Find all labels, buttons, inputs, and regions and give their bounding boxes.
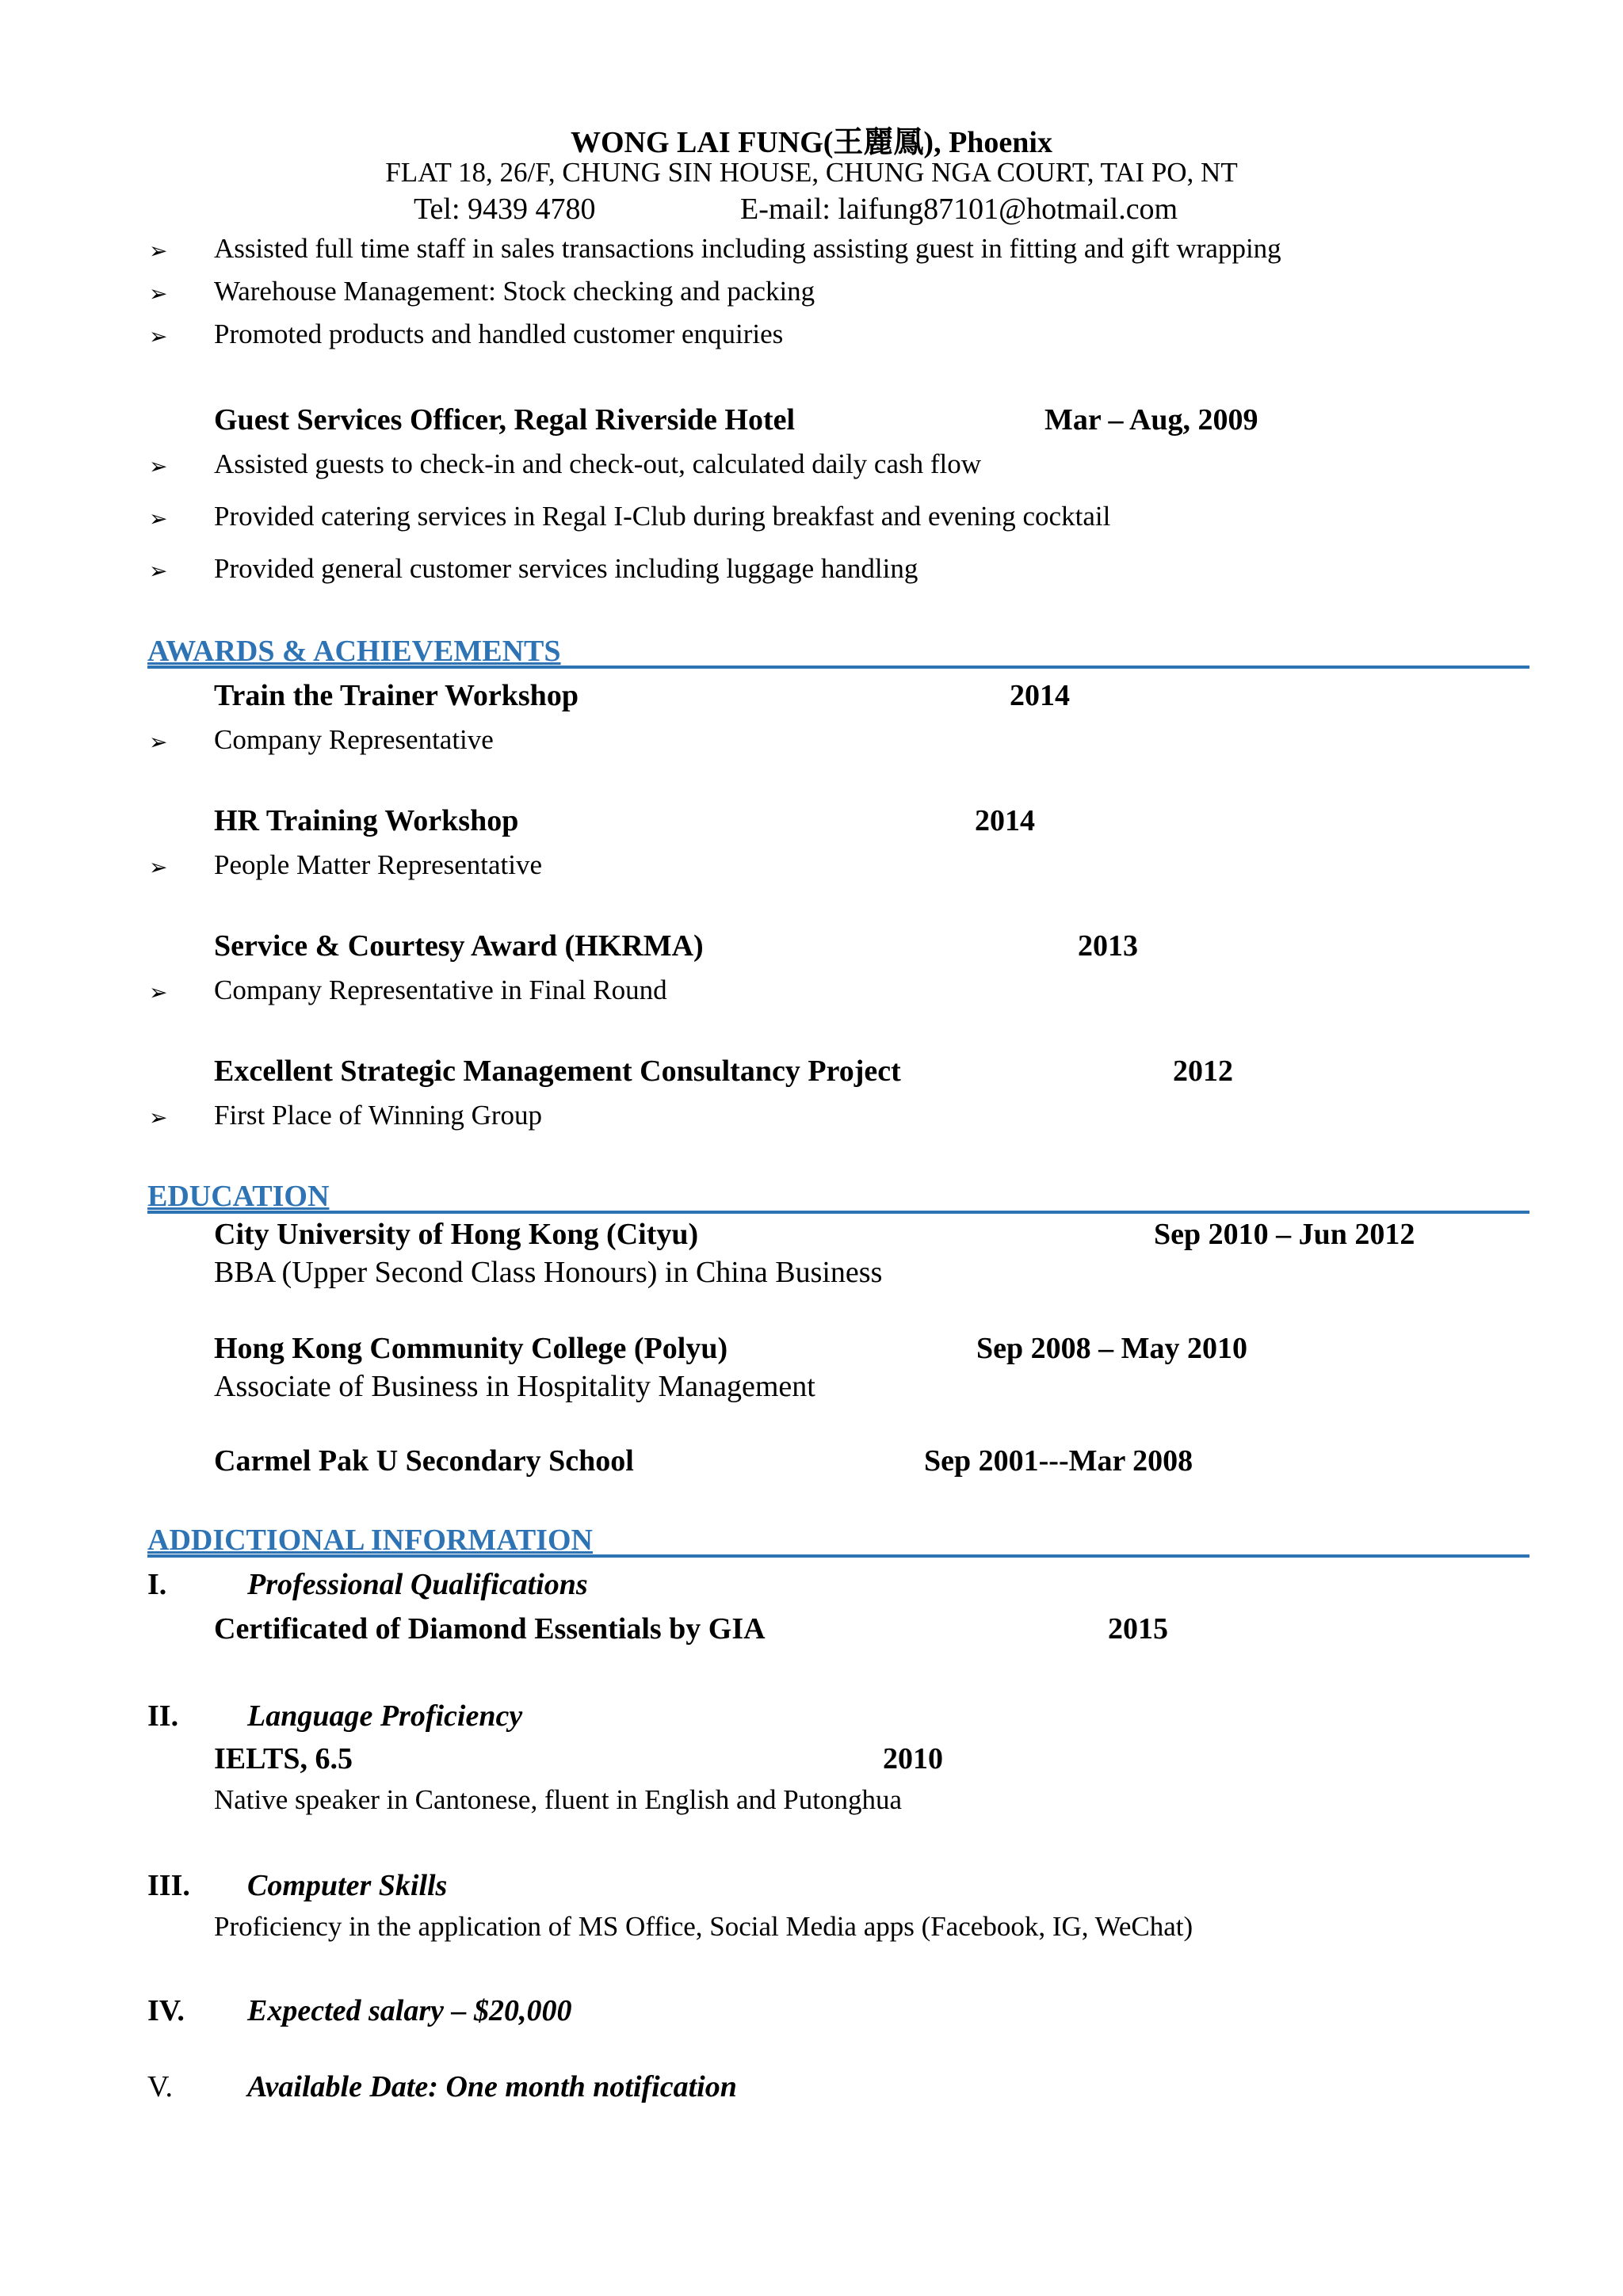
candidate-email: E-mail: laifung87101@hotmail.com: [740, 193, 1178, 226]
bullet-icon: ➢: [149, 979, 168, 1005]
computer-skills-heading: Computer Skills: [247, 1869, 448, 1902]
job-date: Mar – Aug, 2009: [1044, 403, 1258, 437]
job-bullet: Provided general customer services including luggage handling: [214, 553, 918, 584]
candidate-phone: Tel: 9439 4780: [414, 193, 596, 226]
award-title: Service & Courtesy Award (HKRMA): [214, 929, 704, 963]
award-year: 2012: [1173, 1055, 1233, 1088]
bullet-icon: ➢: [149, 323, 168, 349]
award-title: HR Training Workshop: [214, 804, 519, 837]
bullet-icon: ➢: [149, 1104, 168, 1131]
list-numeral: III.: [147, 1869, 190, 1902]
experience-bullet: Warehouse Management: Stock checking and packing: [214, 276, 815, 307]
school-date: Sep 2001---Mar 2008: [924, 1444, 1193, 1478]
job-bullet: Assisted guests to check-in and check-out, calculated daily cash flow: [214, 448, 982, 479]
language-heading: Language Proficiency: [247, 1699, 523, 1733]
bullet-icon: ➢: [149, 558, 168, 584]
qualification-year: 2015: [1108, 1612, 1168, 1646]
list-numeral: IV.: [147, 1994, 185, 2027]
school-date: Sep 2008 – May 2010: [976, 1332, 1247, 1365]
section-divider: [147, 1554, 1529, 1558]
award-title: Train the Trainer Workshop: [214, 679, 579, 712]
bullet-icon: ➢: [149, 453, 168, 479]
language-item: IELTS, 6.5: [214, 1742, 353, 1775]
section-divider: [147, 666, 1529, 669]
school-name: Hong Kong Community College (Polyu): [214, 1332, 728, 1365]
candidate-name: WONG LAI FUNG(王麗鳳), Phoenix: [570, 126, 1052, 159]
expected-salary: Expected salary – $20,000: [247, 1994, 572, 2027]
candidate-address: FLAT 18, 26/F, CHUNG SIN HOUSE, CHUNG NGA COURT, TAI PO, NT: [385, 157, 1238, 188]
bullet-icon: ➢: [149, 238, 168, 264]
award-year: 2014: [975, 804, 1035, 837]
qualification-item: Certificated of Diamond Essentials by GIA: [214, 1612, 766, 1646]
school-program: BBA (Upper Second Class Honours) in China Business: [214, 1256, 883, 1289]
section-divider: [147, 1211, 1529, 1214]
section-heading-awards: AWARDS & ACHIEVEMENTS: [147, 635, 561, 668]
bullet-icon: ➢: [149, 854, 168, 880]
award-detail: First Place of Winning Group: [214, 1100, 543, 1131]
language-note: Native speaker in Cantonese, fluent in English and Putonghua: [214, 1784, 903, 1815]
experience-bullet: Promoted products and handled customer enquiries: [214, 318, 784, 349]
list-numeral: I.: [147, 1568, 167, 1601]
computer-skills-note: Proficiency in the application of MS Office, Social Media apps (Facebook, IG, WeChat): [214, 1911, 1193, 1942]
list-numeral: II.: [147, 1699, 179, 1733]
award-detail: Company Representative: [214, 724, 494, 755]
language-year: 2010: [883, 1742, 943, 1775]
bullet-icon: ➢: [149, 505, 168, 532]
bullet-icon: ➢: [149, 729, 168, 755]
award-title: Excellent Strategic Management Consultancy Project: [214, 1055, 901, 1088]
qualification-heading: Professional Qualifications: [247, 1568, 588, 1601]
school-date: Sep 2010 – Jun 2012: [1154, 1218, 1415, 1251]
available-date: Available Date: One month notification: [247, 2070, 737, 2103]
section-heading-education: EDUCATION: [147, 1180, 330, 1213]
job-bullet: Provided catering services in Regal I-Club during breakfast and evening cocktail: [214, 501, 1111, 532]
list-numeral: V.: [147, 2070, 174, 2103]
experience-bullet: Assisted full time staff in sales transactions including assisting guest in fitting and gift wrapping: [214, 233, 1281, 264]
job-title: Guest Services Officer, Regal Riverside Hotel: [214, 403, 796, 437]
bullet-icon: ➢: [149, 280, 168, 307]
school-program: Associate of Business in Hospitality Management: [214, 1370, 815, 1403]
award-year: 2014: [1010, 679, 1070, 712]
school-name: City University of Hong Kong (Cityu): [214, 1218, 699, 1251]
award-year: 2013: [1078, 929, 1138, 963]
award-detail: Company Representative in Final Round: [214, 974, 667, 1005]
school-name: Carmel Pak U Secondary School: [214, 1444, 634, 1478]
section-heading-additional: ADDICTIONAL INFORMATION: [147, 1524, 593, 1557]
award-detail: People Matter Representative: [214, 849, 543, 880]
